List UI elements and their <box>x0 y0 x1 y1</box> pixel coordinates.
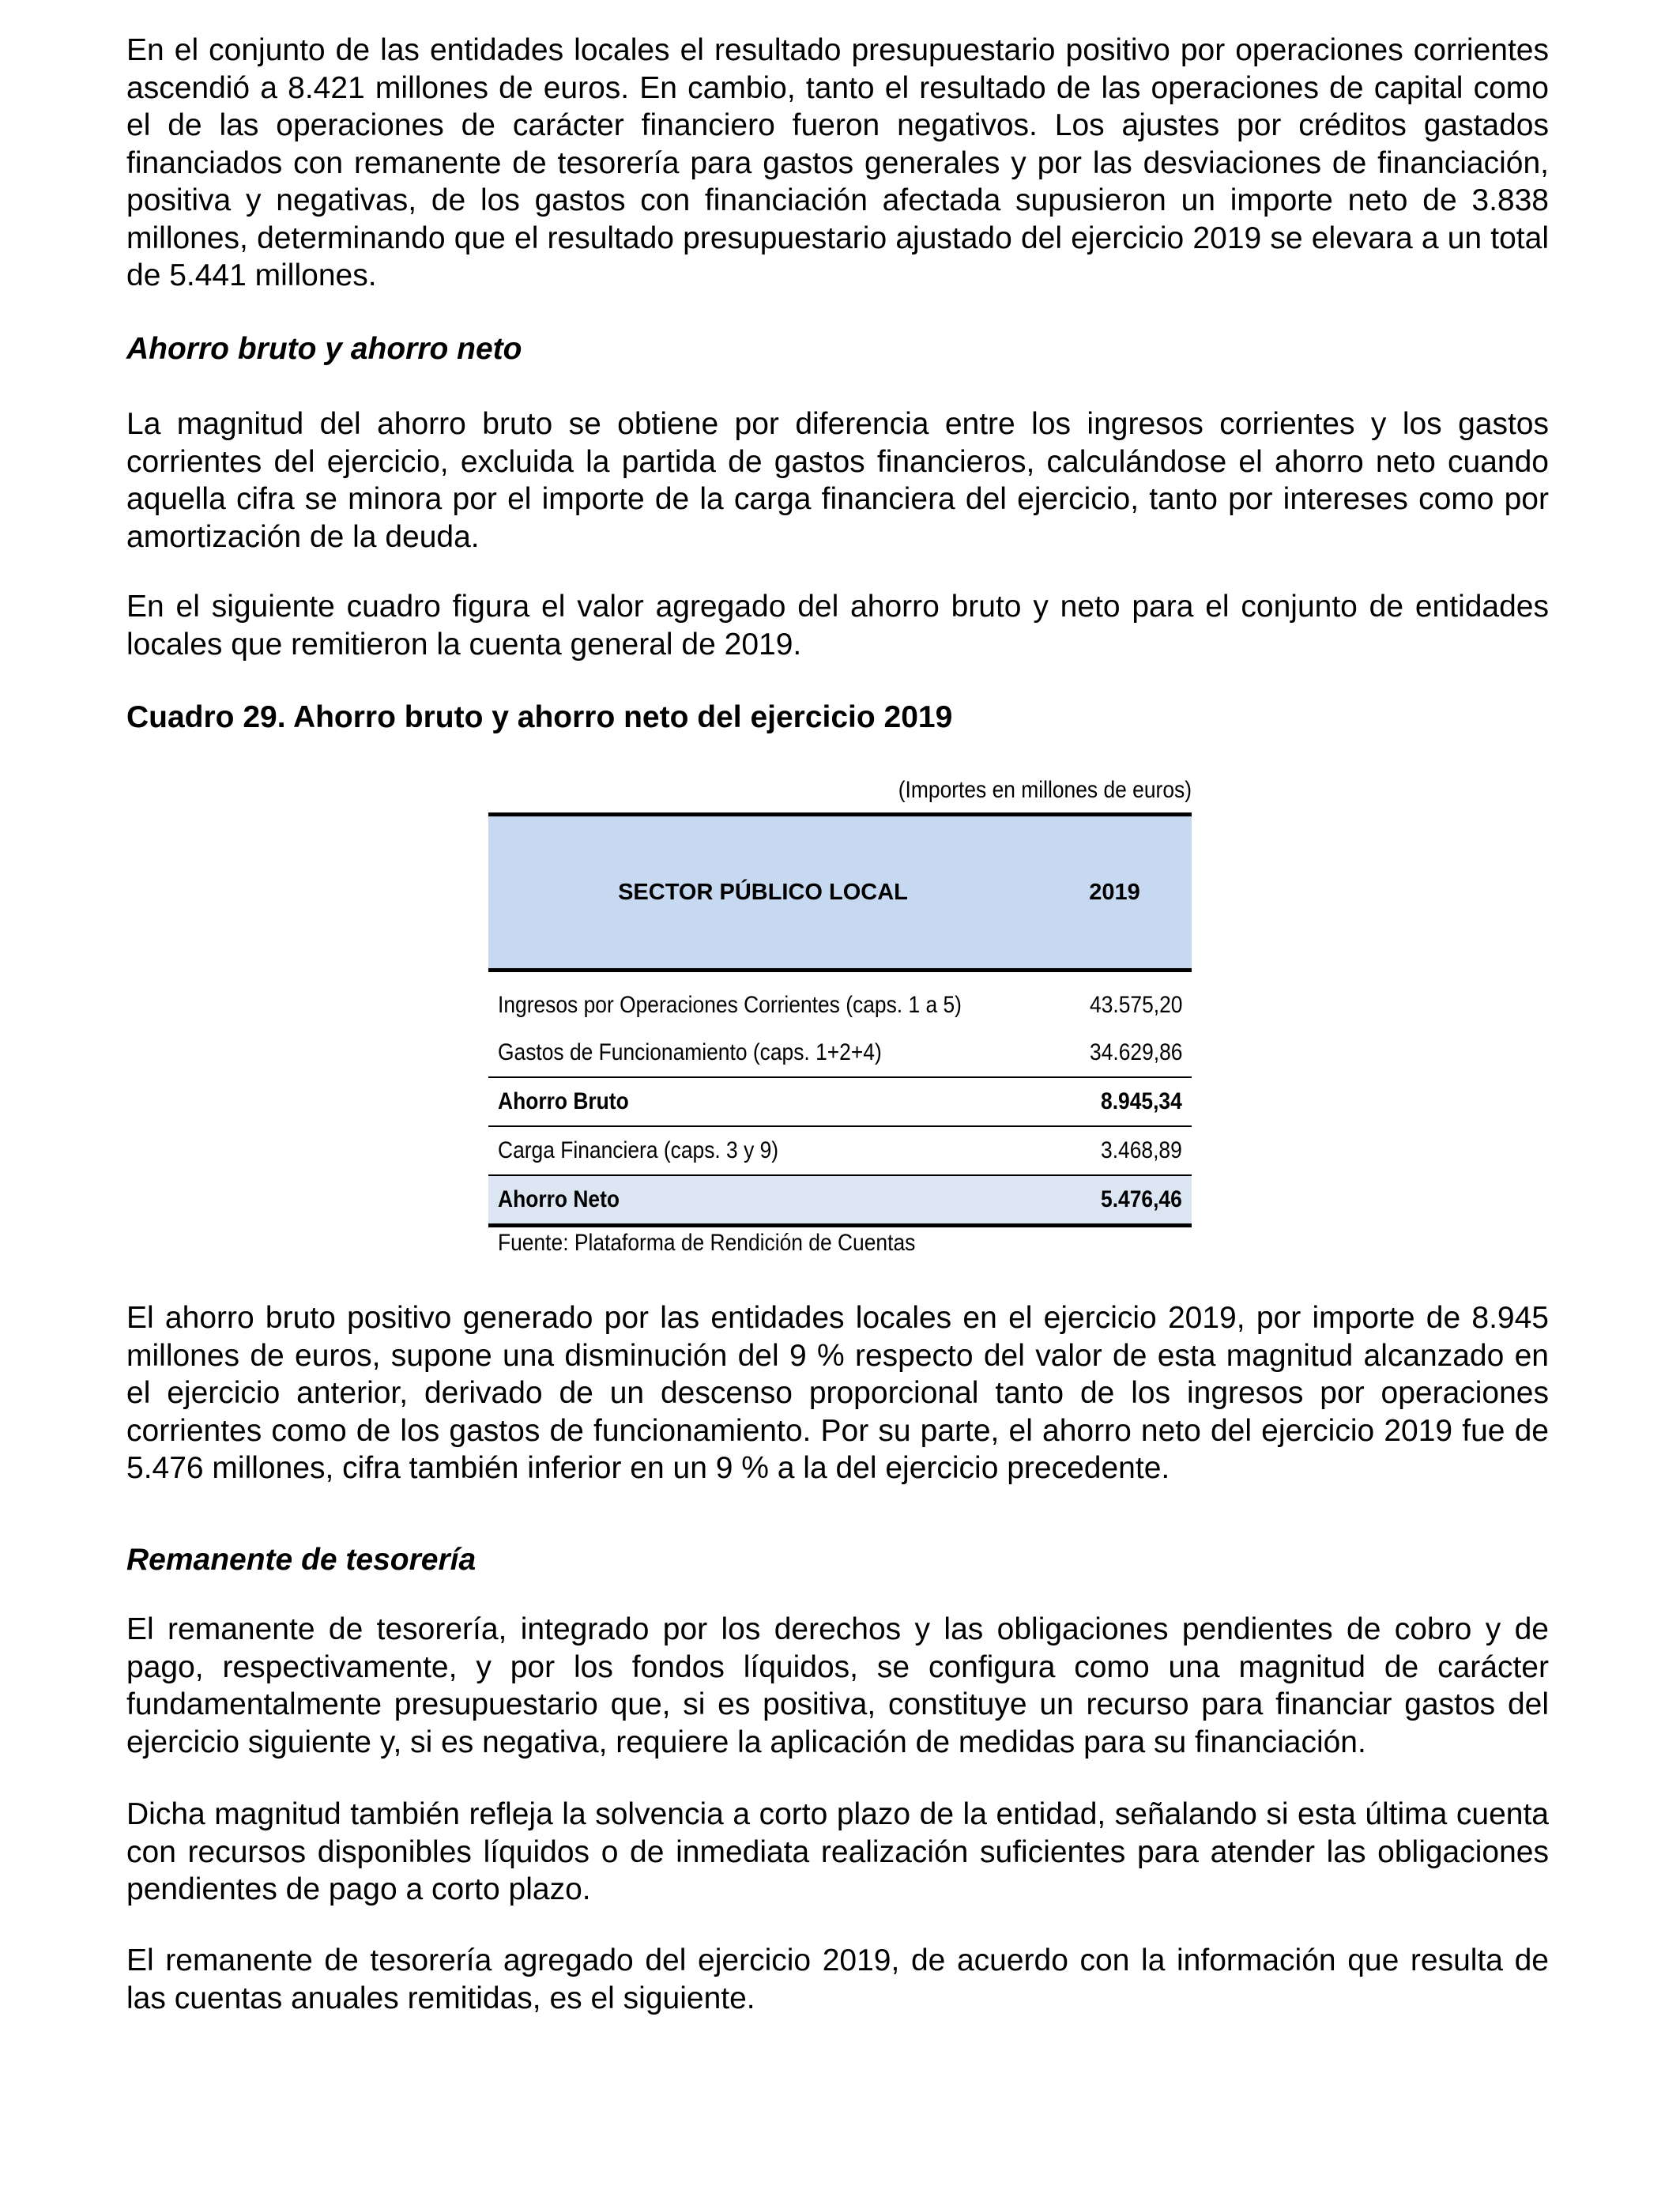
row-value: 34.629,86 <box>1089 1039 1182 1065</box>
table-row-ahorro-bruto <box>488 1076 1192 1125</box>
table-header <box>488 812 1192 972</box>
table-row-ahorro-neto <box>488 1174 1192 1227</box>
row-value: 5.476,46 <box>1101 1186 1182 1212</box>
table-row-carga-financiera <box>488 1125 1192 1174</box>
row-value: 43.575,20 <box>1089 992 1182 1018</box>
paragraph-remanente-definicion: El remanente de tesorería, integrado por los derechos y las obligaciones pendientes de cobro y de pago, respectivamente, y por los fondos líquidos, se configura como una magnitud de carácter fundamentalmente presupuestario que, si es positiva, constituye un recurso para financiar gastos del ejercicio siguiente y, si es negativa, requiere la aplicación de medidas para su financiación. <box>126 1612 1549 1759</box>
table-source: Fuente: Plataforma de Rendición de Cuentas <box>498 1230 916 1256</box>
paragraph-remanente-solvencia: Dicha magnitud también refleja la solvencia a corto plazo de la entidad, señalando si esta última cuenta con recursos disponibles líquidos o de inmediata realización suficientes para atender las obligaciones pendientes de pago a corto plazo. <box>126 1797 1549 1906</box>
row-value: 3.468,89 <box>1101 1137 1182 1163</box>
ahorro-table <box>488 775 1192 1259</box>
paragraph-ahorro-analisis: El ahorro bruto positivo generado por las entidades locales en el ejercicio 2019, por importe de 8.945 millones de euros, supone una disminución del 9 % respecto del valor de esta magnitud alcanzado en el ejercicio anterior, derivado de un descenso proporcional tanto de los ingresos por operaciones corrientes como de los gastos de funcionamiento. Por su parte, el ahorro neto del ejercicio 2019 fue de 5.476 millones, cifra también inferior en un 9 % a la del ejercicio precedente. <box>126 1301 1549 1485</box>
row-label: Ingresos por Operaciones Corrientes (caps. 1 a 5) <box>498 992 962 1018</box>
row-value: 8.945,34 <box>1101 1088 1182 1114</box>
row-label: Ahorro Neto <box>498 1186 620 1212</box>
paragraph-resultado-presupuestario: En el conjunto de las entidades locales el resultado presupuestario positivo por operaciones corrientes ascendió a 8.421 millones de euros. En cambio, tanto el resultado de las operaciones de capital como el de las operaciones de carácter financiero fueron negativos. Los ajustes por créditos gastados financiados con remanente de tesorería para gastos generales y por las desviaciones de financiación, positiva y negativas, de los gastos con financiación afectada supusieron un importe neto de 3.838 millones, determinando que el resultado presupuestario ajustado del ejercicio 2019 se elevara a un total de 5.441 millones. <box>126 33 1549 292</box>
paragraph-cuadro-intro: En el siguiente cuadro figura el valor agregado del ahorro bruto y neto para el conjunto de entidades locales que remitieron la cuenta general de 2019. <box>126 590 1549 662</box>
table-row-gastos <box>488 1029 1192 1076</box>
table-row-ingresos <box>488 982 1192 1029</box>
paragraph-remanente-intro: El remanente de tesorería agregado del ejercicio 2019, de acuerdo con la información que resulta de las cuentas anuales remitidas, es el siguiente. <box>126 1943 1549 2015</box>
table-units-note: (Importes en millones de euros) <box>898 777 1192 803</box>
header-year: 2019 <box>1089 879 1140 905</box>
row-label: Carga Financiera (caps. 3 y 9) <box>498 1137 779 1163</box>
section-heading-ahorro: Ahorro bruto y ahorro neto <box>126 332 522 366</box>
section-heading-remanente: Remanente de tesorería <box>126 1543 477 1577</box>
row-label: Ahorro Bruto <box>498 1088 629 1114</box>
row-label: Gastos de Funcionamiento (caps. 1+2+4) <box>498 1039 882 1065</box>
table-caption: Cuadro 29. Ahorro bruto y ahorro neto del ejercicio 2019 <box>126 700 953 734</box>
paragraph-ahorro-definicion: La magnitud del ahorro bruto se obtiene por diferencia entre los ingresos corrientes y los gastos corrientes del ejercicio, excluida la partida de gastos financieros, calculándose el ahorro neto cuando aquella cifra se minora por el importe de la carga financiera del ejercicio, tanto por intereses como por amortización de la deuda. <box>126 407 1549 554</box>
header-sector: SECTOR PÚBLICO LOCAL <box>618 879 908 905</box>
